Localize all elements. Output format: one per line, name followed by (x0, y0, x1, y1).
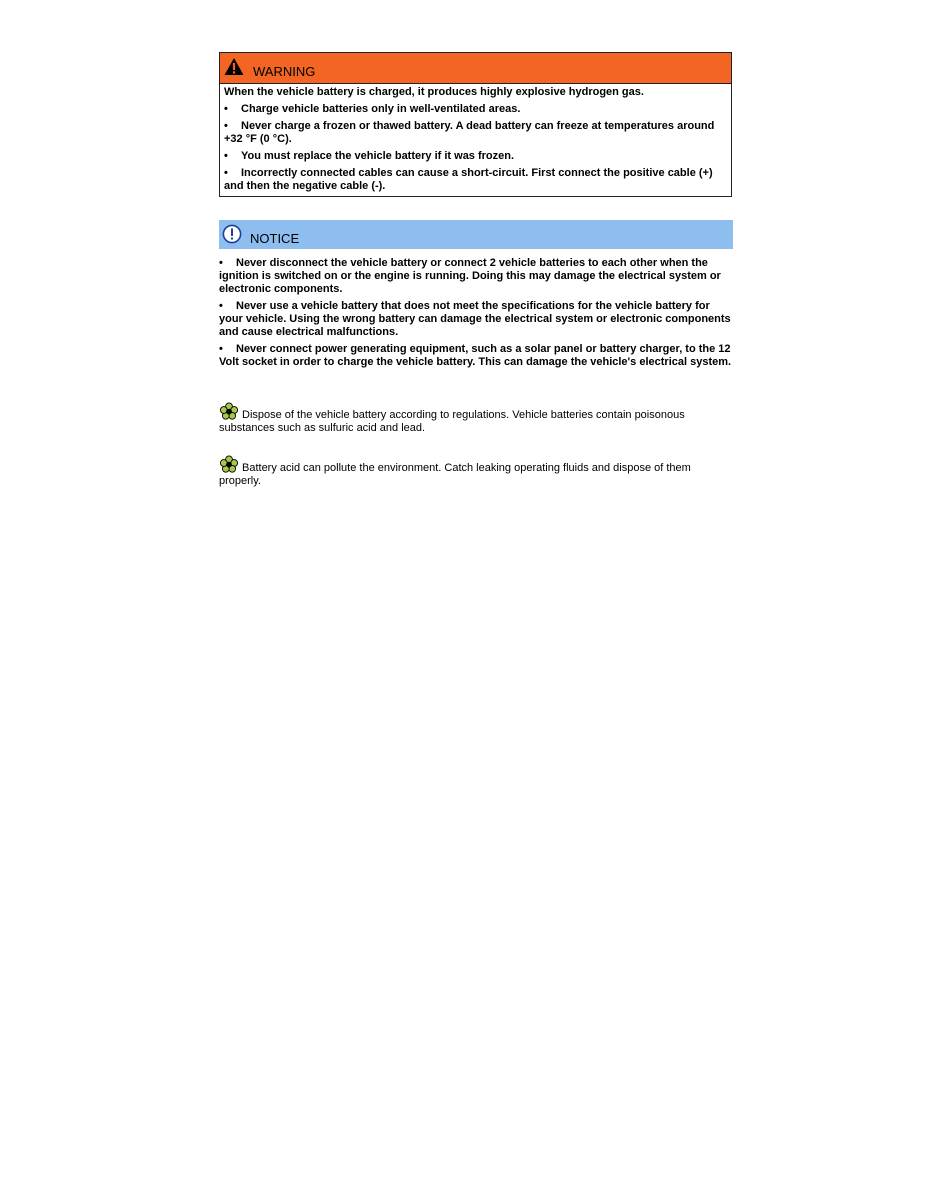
warning-intro: When the vehicle battery is charged, it produces highly explosive hydrogen gas. (224, 86, 644, 98)
bullet-icon: • (224, 167, 228, 179)
list-item: • Incorrectly connected cables can cause a short-circuit. First connect the positive cable (+) and then the negative cable (-). (224, 167, 713, 192)
warning-box (219, 52, 732, 197)
warning-body (220, 84, 731, 196)
notice-body (219, 257, 735, 373)
list-item: • Never connect power generating equipment, such as a solar panel or battery charger, to the 12 Volt socket in order to charge the vehicle battery. This can damage the vehicle's electrical system. (219, 343, 732, 368)
bullet-icon: • (219, 257, 223, 269)
list-item: • Never disconnect the vehicle battery or connect 2 vehicle batteries to each other when the ignition is switched on or the engine is running. Doing this may damage the electrical system or electronic components. (219, 257, 721, 295)
list-item: • Never use a vehicle battery that does not meet the specifications for the vehicle battery for your vehicle. Using the wrong battery can damage the electrical system or electronic components and cause electrical malfunctions. (219, 300, 731, 338)
list-item: • Never charge a frozen or thawed battery. A dead battery can freeze at temperatures around +32 °F (0 °C). (224, 120, 715, 145)
environment-flower-icon (219, 455, 239, 473)
exclamation-circle-icon (222, 224, 242, 244)
warning-title: WARNING (253, 64, 316, 79)
environment-text: Dispose of the vehicle battery according to regulations. Vehicle batteries contain poisonous substances such as sulfuric acid and lead. (219, 409, 685, 434)
environment-flower-icon (219, 402, 239, 420)
bullet-icon: • (224, 150, 228, 162)
notice-title: NOTICE (250, 231, 300, 246)
bullet-icon: • (224, 103, 228, 115)
environment-text: Battery acid can pollute the environment. Catch leaking operating fluids and dispose of them properly. (219, 462, 691, 487)
bullet-icon: • (224, 120, 228, 132)
warning-triangle-icon (224, 57, 244, 76)
environment-note (219, 455, 729, 488)
list-item: • You must replace the vehicle battery if it was frozen. (224, 150, 515, 162)
bullet-icon: • (219, 300, 223, 312)
bullet-icon: • (219, 343, 223, 355)
warning-header (220, 53, 731, 84)
notice-header (219, 220, 733, 249)
environment-note (219, 402, 729, 435)
list-item: • Charge vehicle batteries only in well-ventilated areas. (224, 103, 521, 115)
